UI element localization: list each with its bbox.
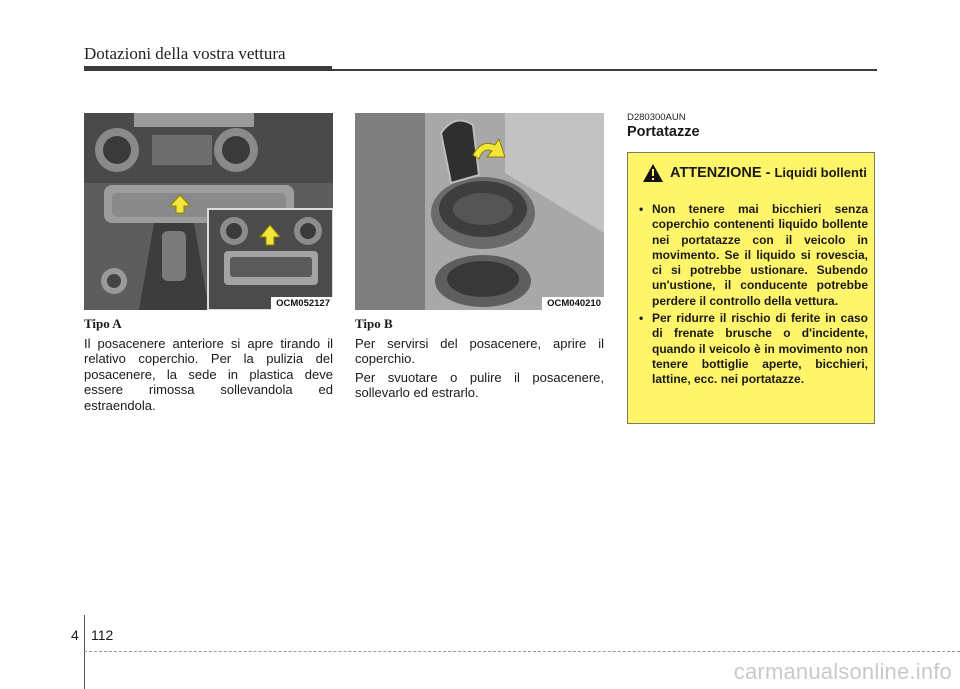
- section-code: D280300AUN: [627, 112, 686, 123]
- footer-divider-horizontal: [84, 651, 960, 652]
- warning-triangle-icon: [642, 163, 664, 188]
- photo-ashtray-type-a: [84, 113, 333, 310]
- photo-ashtray-type-b: [355, 113, 604, 310]
- type-a-label: Tipo A: [84, 316, 122, 331]
- warning-box: [627, 152, 875, 424]
- photo-ashtray-type-b-drawing: [355, 113, 604, 310]
- header-title: Dotazioni della vostra vettura: [84, 44, 286, 63]
- warning-title: ATTENZIONE: [670, 165, 762, 181]
- watermark: carmanualsonline.info: [733, 659, 952, 684]
- footer-divider-vertical: [84, 615, 85, 689]
- type-b-paragraph-1: Per servirsi del posacenere, aprire il coperchio.: [355, 335, 604, 366]
- warning-list: [638, 202, 868, 390]
- warning-subtitle: Liquidi bollenti: [774, 165, 867, 180]
- chapter-number: 4: [71, 627, 79, 643]
- header-rule-thin: [332, 69, 877, 71]
- warning-title-dash: -: [761, 165, 775, 181]
- section-title: Portatazze: [627, 124, 700, 140]
- type-b-paragraph-2: Per svuotare o pulire il posacenere, sollevarlo ed estrarlo.: [355, 369, 604, 400]
- list-item: • Non tenere mai bicchieri senza coperchio contenenti liquido bollente nei portatazze con il veicolo in movimento. Se il liquido si rovescia, ci si potrebbe ustionare. Subendo un'ustione, il conducente potrebbe perdere il controllo della vettura.: [638, 202, 868, 309]
- image-code: OCM040210: [542, 297, 604, 310]
- type-b-label: Tipo B: [355, 316, 393, 331]
- type-a-section: [84, 316, 333, 416]
- warning-title-block: [670, 164, 867, 182]
- page-number: 112: [91, 627, 114, 643]
- image-code: OCM052127: [271, 297, 333, 310]
- photo-ashtray-type-a-drawing: [84, 113, 333, 310]
- type-a-text: Il posacenere anteriore si apre tirando il relativo coperchio. Per la pulizia del posacenere, la sede in plastica deve essere rimossa sollevandola ed estraendola.: [84, 335, 333, 413]
- header-rule-thick: [84, 66, 332, 71]
- type-b-section: [355, 316, 604, 404]
- list-item: • Per ridurre il rischio di ferite in caso di frenate brusche o d'incidente, quando il veicolo è in movimento non tenere bottiglie aperte, bicchieri, lattine, ecc. nei portatazze.: [638, 311, 868, 387]
